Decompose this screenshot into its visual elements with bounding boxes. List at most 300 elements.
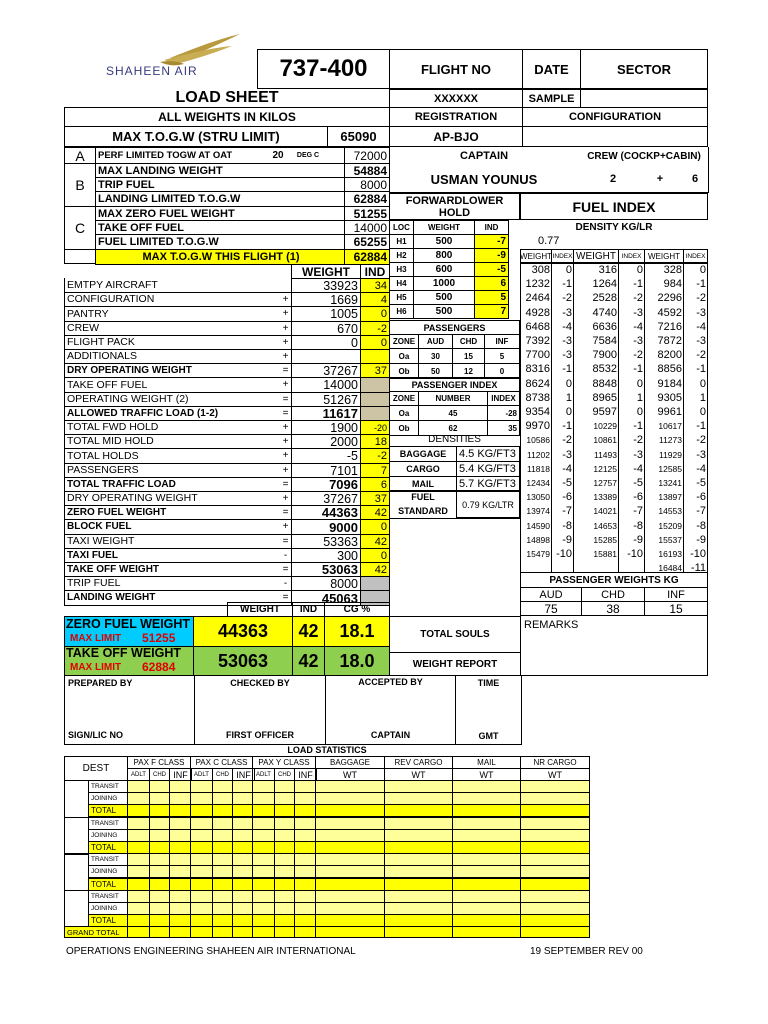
fuel-index-value: 0	[699, 377, 706, 390]
fuel-index-weight: 1264	[592, 278, 617, 291]
hold-loc: H1	[389, 234, 414, 249]
fuel-index-value: 0	[565, 406, 572, 418]
stats-cell	[274, 804, 295, 817]
stats-row-label: TOTAL	[88, 878, 128, 891]
zfw-max-label: MAX LIMIT	[70, 632, 122, 644]
stats-row-label: TRANSIT	[88, 890, 128, 903]
fuel-index-value: -3	[696, 448, 706, 461]
max-togw-value: 65090	[327, 126, 390, 147]
hold-loc: H6	[389, 304, 414, 319]
fuel-index-value: -1	[562, 278, 572, 291]
hold-loc: H5	[389, 290, 414, 305]
stats-cell	[212, 804, 233, 817]
fuel-index-weight: 9970	[525, 420, 550, 433]
registration-label: REGISTRATION	[389, 107, 523, 127]
fuel-index-weight: 1232	[525, 278, 550, 291]
pax-sub-header: CHD	[212, 768, 233, 781]
calc-label: ADDITIONALS	[64, 349, 279, 364]
tow-cg: 18.0	[324, 646, 390, 676]
calc-weight: 9000	[291, 519, 361, 535]
hold-index: -5	[474, 262, 509, 277]
aircraft-type: 737-400	[257, 49, 390, 89]
stats-cell	[149, 865, 170, 878]
fuel-index-value: -1	[633, 363, 643, 376]
calc-weight: 44363	[291, 505, 361, 520]
fuel-index-value: -8	[562, 519, 572, 532]
fuel-index-value: -1	[696, 363, 706, 376]
calc-index: 42	[360, 562, 390, 577]
calc-weight: 11617	[291, 406, 361, 421]
sector-label: SECTOR	[580, 49, 708, 89]
footer-left: OPERATIONS ENGINEERING SHAHEEN AIR INTERNATIONAL	[66, 945, 356, 957]
calc-index: -20	[360, 420, 390, 435]
stats-cell	[520, 865, 590, 878]
summary-ind-header: IND	[292, 602, 325, 617]
fuel-index-weight: 10586	[526, 435, 550, 446]
limit-value: 8000	[344, 177, 390, 192]
fuel-index-value: -2	[562, 434, 572, 447]
calc-operator: =	[279, 392, 292, 407]
pax-aud: 50	[418, 363, 453, 379]
pax-header: INF	[484, 334, 520, 349]
hold-header: WEIGHT	[413, 220, 475, 235]
dest-cell	[64, 817, 89, 855]
calc-label: TOTAL HOLDS	[64, 448, 279, 464]
hold-index: -7	[474, 234, 509, 249]
airline-logo	[100, 30, 250, 80]
grand-total-cell	[149, 926, 170, 938]
zfw-cg: 18.1	[324, 616, 390, 647]
wt-sub-header: WT	[384, 768, 453, 781]
total-souls-label: TOTAL SOULS	[389, 616, 521, 653]
wt-sub-header: WT	[452, 768, 521, 781]
weight-report-label: WEIGHT REPORT	[389, 652, 521, 676]
calc-label: DRY OPERATING WEIGHT	[64, 491, 279, 506]
stats-row-label: TRANSIT	[88, 853, 128, 866]
fuel-index-weight: 9354	[525, 406, 550, 418]
calc-weight: 7101	[291, 463, 361, 478]
tow-max-value: 62884	[142, 660, 176, 674]
calc-weight: 1669	[291, 292, 361, 307]
fuel-index-weight: 7584	[592, 335, 617, 347]
calc-label: EMTPY AIRCRAFT	[64, 278, 279, 293]
crew-cockpit: 2	[609, 173, 617, 185]
fuel-index-weight: 14653	[593, 520, 617, 531]
section-b-letter: B	[64, 163, 96, 207]
pax-sub-header: INF	[169, 768, 192, 781]
calc-index: 34	[360, 278, 390, 293]
hold-index: 7	[474, 304, 509, 319]
fuel-index-divider	[551, 263, 552, 573]
fuel-index-weight: 13389	[593, 492, 617, 503]
fuel-index-weight: 8624	[525, 377, 550, 390]
fuel-index-weight: 2464	[525, 292, 550, 305]
captain-sign-label: CAPTAIN	[370, 730, 411, 740]
wt-group-header: NR CARGO	[520, 756, 590, 769]
fuel-index-weight: 4740	[592, 306, 617, 319]
grand-total-cell	[520, 926, 590, 938]
stats-cell	[127, 804, 150, 817]
pax-title: PASSENGERS	[389, 320, 520, 335]
stats-row-label: TRANSIT	[88, 817, 128, 830]
fuel-index-value: -1	[633, 420, 643, 433]
limit-value: 72000	[344, 147, 390, 164]
tow-max-label: MAX LIMIT	[70, 661, 122, 673]
configuration-value	[522, 126, 708, 147]
wt-group-header: MAIL	[452, 756, 521, 769]
fuel-index-weight: 16484	[658, 563, 682, 574]
pax-sub-header: ADLT	[252, 768, 275, 781]
gmt-label: GMT	[478, 731, 499, 741]
fuel-index-weight: 12757	[593, 478, 617, 488]
calc-operator: -	[279, 548, 292, 563]
zfw-weight: 44363	[193, 616, 293, 647]
sector-value	[580, 89, 708, 108]
accepted-by-label: ACCEPTED BY	[358, 677, 423, 687]
stats-row-label: JOINING	[88, 865, 128, 878]
stats-cell	[520, 804, 590, 817]
calc-label: TOTAL TRAFFIC LOAD	[64, 477, 279, 492]
calc-index: 18	[360, 434, 390, 449]
pax-weight-header: AUD	[520, 587, 582, 602]
calc-index	[360, 377, 390, 393]
limit-label: MAX ZERO FUEL WEIGHT	[95, 206, 345, 221]
fuel-index-weight: 7872	[657, 335, 682, 347]
fuel-index-value: -2	[696, 434, 706, 447]
fuel-index-value: 0	[636, 264, 643, 276]
pax-index-zone: Oa	[389, 405, 419, 421]
fuel-index-value: 1	[565, 391, 572, 404]
sign-lic-label: SIGN/LIC NO	[68, 730, 124, 740]
calc-label: TAXI FUEL	[64, 548, 279, 563]
stats-cell	[294, 865, 316, 878]
fuel-index-weight: 9184	[657, 377, 682, 390]
calc-index: 42	[360, 505, 390, 520]
grand-total-cell	[190, 926, 213, 938]
fuel-index-value: -4	[562, 320, 572, 333]
pax-inf: 0	[484, 363, 520, 379]
calc-label: TRIP FUEL	[64, 576, 279, 591]
pax-header: AUD	[418, 334, 453, 349]
pax-inf: 5	[484, 348, 520, 364]
fuel-index-value: -2	[633, 434, 643, 447]
fuel-index-value: -5	[633, 477, 643, 489]
calc-index: 0	[360, 548, 390, 563]
stats-row-label: TOTAL	[88, 914, 128, 927]
fuel-index-weight: 14021	[593, 506, 617, 517]
calc-weight: 300	[291, 548, 361, 563]
captain-name: USMAN YOUNUS	[430, 171, 538, 187]
fuel-density-value: 0.79 KG/LTR	[456, 491, 520, 518]
stats-row-label: TOTAL	[88, 804, 128, 817]
fuel-index-value: 1	[699, 391, 706, 404]
fuel-index-weight: 12585	[658, 463, 682, 474]
limit-label: TRIP FUEL	[95, 177, 345, 192]
limit-label: MAX T.O.G.W THIS FLIGHT (1)	[95, 249, 345, 265]
fuel-index-value: -1	[562, 363, 572, 376]
calc-label: ALLOWED TRAFFIC LOAD (1-2)	[64, 406, 279, 421]
fuel-index-value: -3	[562, 349, 572, 362]
stats-cell	[169, 804, 191, 817]
dest-cell	[64, 890, 89, 928]
stats-cell	[384, 804, 453, 817]
fuel-index-weight: 13241	[658, 478, 682, 488]
fuel-index-weight: 14553	[658, 506, 682, 517]
fuel-index-weight: 4592	[657, 306, 682, 319]
fuel-index-header: WEIGHT	[520, 249, 552, 263]
dest-header: DEST	[64, 756, 128, 781]
grand-total-cell	[169, 926, 191, 938]
calc-weight: 51267	[291, 392, 361, 407]
pax-index-zone: Ob	[389, 420, 419, 436]
fuel-index-weight: 9597	[592, 406, 617, 418]
stats-cell	[232, 865, 253, 878]
calc-label: PANTRY	[64, 306, 279, 322]
calc-weight: 33923	[291, 278, 361, 293]
checked-by-label: CHECKED BY	[230, 678, 290, 688]
fuel-index-weight: 11929	[658, 449, 682, 460]
section-a-letter: A	[64, 147, 96, 164]
summary-cg-header: CG %	[324, 602, 390, 617]
zfw-label: ZERO FUEL WEIGHT	[66, 616, 191, 631]
fuel-index-weight: 9961	[657, 406, 682, 418]
hold-weight: 600	[413, 262, 475, 277]
density-value: 0.77	[538, 235, 560, 247]
stats-cell	[384, 865, 453, 878]
fuel-index-value: -9	[696, 533, 706, 546]
grand-total-cell	[212, 926, 233, 938]
airline-name: SHAHEEN AIR	[106, 64, 198, 78]
fuel-index-weight: 10229	[593, 421, 617, 432]
fuel-index-weight: 8316	[525, 363, 550, 376]
pax-index-index: -28	[487, 405, 520, 421]
calc-weight	[291, 349, 361, 364]
weights-unit-note: ALL WEIGHTS IN KILOS	[64, 107, 390, 127]
prepared-by-label: PREPARED BY	[68, 678, 133, 688]
grand-total-cell	[274, 926, 295, 938]
fuel-index-weight: 12125	[593, 463, 617, 474]
fuel-index-value: -4	[633, 462, 643, 475]
calc-weight: 45063	[291, 590, 361, 606]
density-value: 5.4 KG/FT3	[456, 461, 520, 477]
pax-weight-header: CHD	[581, 587, 645, 602]
fuel-index-value: -1	[696, 420, 706, 433]
fuel-index-value: -4	[696, 320, 706, 333]
calc-operator: +	[279, 377, 292, 393]
wt-group-header: BAGGAGE	[315, 756, 385, 769]
fuel-index-weight: 6468	[525, 320, 550, 333]
fuel-index-weight: 16193	[658, 549, 682, 559]
fuel-index-value: -2	[633, 292, 643, 305]
calc-label: TAKE OFF WEIGHT	[64, 562, 279, 577]
fuel-index-value: -6	[696, 491, 706, 504]
hold-loc: H4	[389, 276, 414, 291]
calc-weight: -5	[291, 448, 361, 464]
calc-label: PASSENGERS	[64, 463, 279, 478]
fuel-index-value: -3	[696, 335, 706, 347]
fuel-index-weight: 15537	[658, 534, 682, 545]
fuel-index-value: -10	[627, 548, 643, 560]
fuel-index-weight: 2528	[592, 292, 617, 305]
calc-index	[360, 392, 390, 407]
calc-label: TAXI WEIGHT	[64, 534, 279, 549]
calc-index: -2	[360, 321, 390, 336]
density-label: CARGO	[389, 461, 457, 477]
fuel-index-divider	[573, 263, 574, 573]
fuel-index-value: -5	[696, 477, 706, 489]
density-label: BAGGAGE	[389, 446, 457, 462]
wt-sub-header: WT	[315, 768, 385, 781]
pax-index-title: PASSENGER INDEX	[389, 377, 520, 392]
fuel-index-value: -3	[633, 335, 643, 347]
calc-index: 4	[360, 292, 390, 307]
pax-aud: 30	[418, 348, 453, 364]
fuel-index-header: INDEX	[551, 249, 574, 263]
fuel-index-value: -6	[633, 491, 643, 504]
calc-operator: =	[279, 534, 292, 549]
date-value: SAMPLE	[522, 89, 581, 108]
fuel-index-weight: 13974	[526, 506, 550, 517]
pax-chd: 15	[452, 348, 485, 364]
fuel-index-value: -8	[696, 519, 706, 532]
fuel-index-value: -2	[696, 292, 706, 305]
hold-weight: 500	[413, 234, 475, 249]
first-officer-label: FIRST OFFICER	[226, 730, 294, 740]
fuel-index-weight: 8965	[592, 391, 617, 404]
load-stats-title: LOAD STATISTICS	[287, 745, 367, 755]
fuel-index-weight: 6636	[592, 320, 617, 333]
pax-sub-header: CHD	[274, 768, 295, 781]
oat-unit: DEG C	[296, 152, 320, 159]
fuel-index-value: -4	[633, 320, 643, 333]
fuel-index-divider	[644, 263, 645, 573]
hold-loc: H2	[389, 248, 414, 263]
pax-index-header: INDEX	[487, 391, 520, 406]
crew-label: CREW (COCKP+CABIN)	[587, 150, 701, 162]
calc-weight: 14000	[291, 377, 361, 393]
fuel-density-box	[389, 490, 520, 519]
zfw-ind: 42	[292, 616, 325, 647]
fuel-index-value: 0	[699, 406, 706, 418]
pax-weight-value: 75	[520, 601, 582, 616]
stats-cell	[452, 804, 521, 817]
standard-label: STANDARD	[398, 506, 448, 516]
fuel-index-weight: 11273	[658, 435, 682, 446]
hold-weight: 1000	[413, 276, 475, 291]
fuel-index-title: FUEL INDEX	[520, 193, 708, 220]
pax-class-header: PAX F CLASS	[127, 756, 191, 769]
limit-value: 14000	[344, 220, 390, 235]
fuel-index-value: -1	[633, 278, 643, 291]
pax-index-header: ZONE	[389, 391, 419, 406]
fuel-index-weight: 8200	[657, 349, 682, 362]
calc-label: DRY OPERATING WEIGHT	[64, 363, 279, 378]
pax-weight-value: 38	[581, 601, 645, 616]
calc-index: -2	[360, 448, 390, 464]
fuel-index-value: -7	[562, 505, 572, 518]
hold-index: -9	[474, 248, 509, 263]
calc-index	[360, 406, 390, 421]
calc-operator: +	[279, 463, 292, 478]
fuel-index-weight: 2296	[657, 292, 682, 305]
fuel-index-weight: 11202	[526, 449, 550, 460]
fuel-index-weight: 4928	[525, 306, 550, 319]
fuel-index-value: -9	[633, 533, 643, 546]
pax-weight-header: INF	[644, 587, 708, 602]
calc-operator: +	[279, 292, 292, 307]
calc-index: 0	[360, 519, 390, 535]
date-label: DATE	[522, 49, 581, 89]
calc-operator: =	[279, 505, 292, 520]
calc-operator: +	[279, 306, 292, 322]
pax-index-header: NUMBER	[418, 391, 488, 406]
stats-cell	[294, 804, 316, 817]
stats-cell	[315, 804, 385, 817]
fuel-index-weight: 10617	[658, 421, 682, 432]
fuel-index-value: -1	[562, 420, 572, 433]
fuel-index-weight: 328	[663, 264, 682, 276]
oat-value: 20	[272, 150, 284, 161]
fuel-index-value: -4	[696, 462, 706, 475]
hold-title: FORWARDLOWER HOLD	[389, 193, 520, 220]
summary-weight-header: WEIGHT	[227, 602, 293, 617]
fuel-index-value: -3	[562, 448, 572, 461]
limit-value: 62884	[344, 249, 390, 265]
limit-label: FUEL LIMITED T.O.G.W	[95, 234, 345, 250]
calc-weight: 37267	[291, 491, 361, 506]
captain-label: CAPTAIN	[459, 150, 509, 162]
time-label: TIME	[477, 678, 500, 688]
pax-sub-header: ADLT	[190, 768, 213, 781]
fuel-index-weight: 13897	[658, 492, 682, 503]
calc-label: TOTAL FWD HOLD	[64, 420, 279, 435]
fuel-index-value: -2	[633, 349, 643, 362]
pax-sub-header: INF	[294, 768, 317, 781]
calc-weight: 37267	[291, 363, 361, 378]
calc-label: LANDING WEIGHT	[64, 590, 279, 606]
fuel-index-value: 0	[699, 264, 706, 276]
zfw-max-value: 51255	[142, 631, 176, 645]
grand-total-cell	[384, 926, 453, 938]
calc-operator: =	[279, 406, 292, 421]
calc-operator: -	[279, 576, 292, 591]
remarks-label: REMARKS	[524, 619, 579, 631]
calc-operator: +	[279, 519, 292, 535]
calc-weight: 2000	[291, 434, 361, 449]
fuel-index-value: -3	[562, 306, 572, 319]
calc-label: BLOCK FUEL	[64, 519, 279, 535]
pax-zone: Ob	[389, 363, 419, 379]
hold-weight: 500	[413, 290, 475, 305]
calc-index: 0	[360, 335, 390, 350]
calc-weight-header: WEIGHT	[291, 264, 361, 279]
fuel-index-value: -2	[696, 349, 706, 362]
fuel-index-weight: 316	[598, 264, 617, 276]
stats-cell	[149, 804, 170, 817]
fuel-index-weight: 7392	[525, 335, 550, 347]
wt-sub-header: WT	[520, 768, 590, 781]
calc-label: TAKE OFF FUEL	[64, 377, 279, 393]
fuel-index-weight: 11818	[526, 463, 550, 474]
stats-row-label: TRANSIT	[88, 780, 128, 793]
stats-cell	[274, 865, 295, 878]
page-title: LOAD SHEET	[175, 89, 279, 106]
fuel-index-divider	[618, 263, 619, 573]
limit-label: PERF LIMITED TOGW AT OAT	[95, 147, 345, 164]
max-togw-label: MAX T.O.G.W (STRU LIMIT)	[64, 126, 328, 147]
stats-row-label: TOTAL	[88, 841, 128, 854]
section-c-letter: C	[64, 206, 96, 250]
